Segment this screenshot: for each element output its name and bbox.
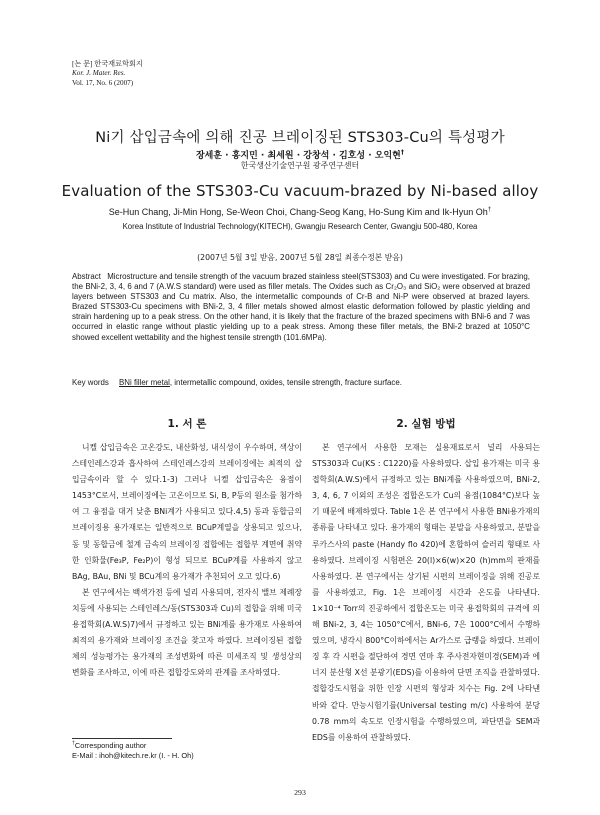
journal-name-ko: [논 문] 한국재료학회지 <box>72 60 143 68</box>
journal-header <box>72 60 143 88</box>
footnote-rule <box>72 738 172 739</box>
journal-name-en: Kor. J. Mater. Res. <box>72 69 126 78</box>
abstract-label: Abstract <box>72 272 101 281</box>
abstract-text: Microstructure and tensile strength of the vacuum brazed stainless steel(STS303) and Cu were investigated. For brazing, the BNi-2, 3, 4, 6 and 7 (A.W.S standard) were used as filler metals. The Oxides such as Cr₂O₃ and SiO₂ were observed at brazed layers between STS303 and Cu matrix. Also, the intermetallic compounds of Cr-B and Ni-P were observed at brazed layers. Brazed STS303-Cu specimens with BNi-2, 3, 4 filler metals showed almost elastic deformation followed by plastic yielding and strain hardening up to a peak stress. On the other hand, it is likely that the fracture of the brazed specimens with BNi-6 and 7 was occurred in elastic range without plastic yielding up to a peak stress. Among these filler metals, the BNi-2 brazed at 1050°C showed excellent wettability and the highest tensile strength (101.6MPa). <box>72 272 530 342</box>
section-heading-method: 2. 실험 방법 <box>396 418 456 430</box>
abstract <box>72 272 530 343</box>
column-left <box>72 440 302 681</box>
affiliation-korean: 한국생산기술연구원 광주연구센터 <box>240 161 360 170</box>
authors-korean-names: 장세훈 · 홍지민 · 최세원 · 강창석 · 김호성 · 오익현 <box>195 151 401 161</box>
received-dates: (2007년 5월 3일 받음, 2007년 5월 28일 최종수정본 받음) <box>197 253 403 262</box>
affiliation-english: Korea Institute of Industrial Technology(KITECH), Gwangju Research Center, Gwangju 500-480, Korea <box>122 222 478 231</box>
keywords-label: Key words <box>72 378 109 387</box>
keywords <box>72 378 530 387</box>
footnote-mark: † <box>72 740 75 747</box>
title-english: Evaluation of the STS303-Cu vacuum-brazed by Ni-based alloy <box>61 182 539 200</box>
footnote-corresponding: Corresponding author <box>74 741 147 750</box>
keywords-rest: , intermetallic compound, oxides, tensile strength, fracture surface. <box>169 378 402 387</box>
footnote <box>72 741 194 761</box>
journal-volume: Vol. 17, No. 6 (2007) <box>72 78 134 87</box>
keyword-first: BNi filler metal <box>119 378 170 387</box>
method-paragraph-1: 본 연구에서 사용한 모재는 실용재료로서 널리 사용되는 STS303과 Cu(KS : C1220)를 사용하였다. 삽입 용가재는 미국 용접학회(A.W.S)에서 규정하고 있는 BNi계를 사용하였으며, BNi-2, 3, 4, 6, 7 이외의 조성은 접합온도가 Cu의 융점(1084°C)보다 높기 때문에 배제하였다. Table 1은 본 연구에서 사용한 BNi용가재의 종류를 나타내고 있다. 용가재의 형태는 분말을 사용하였고, 분말을 루카스사의 paste (Handy flo 420)에 혼합하여 슬러리 형태로 사용하였다. 브레이징 시험편은 20(l)×6(w)×20 (h)mm의 판재를 사용하였다. 본 연구에서는 상기된 시편의 브레이징을 위해 진공로를 사용하였고, Fig. 1은 브레이징 시간과 온도를 나타낸다. 1×10⁻⁴ Torr의 진공하에서 접합온도는 미국 용접학회의 규격에 의해 BNi-2, 3, 4는 1050°C에서, BNi-6, 7은 1000°C에서 수행하였으며, 냉각시 800°C이하에서는 Ar가스로 급랭을 하였다. 브레이징 후 각 시편을 절단하여 경면 연마 후 주사전자현미경(SEM)과 에너지 분산형 X선 분광기(EDS)를 이용하여 단면 조직을 관찰하였다. 접합강도시험을 위한 인장 시편의 형상과 치수는 Fig. 2에 나타낸 바와 같다. 만능시험기를(Universal testing m/c) 사용하여 분당 0.78 mm의 속도로 인장시험을 수행하였으며, 파단면을 SEM과 EDS를 이용하여 관찰하였다. <box>312 443 540 742</box>
authors-english-names: Se-Hun Chang, Ji-Min Hong, Se-Weon Choi, Chang-Seog Kang, Ho-Sung Kim and Ik-Hyun Oh <box>108 207 488 217</box>
authors-english <box>0 207 600 217</box>
column-right <box>312 440 540 746</box>
intro-paragraph-2: 본 연구에서는 백색가전 등에 널리 사용되며, 전자식 밸브 제례장치등에 사용되는 스테인레스/동(STS303과 Cu)의 접합을 위해 미국 용접학회(A.W.S)7)에서 규정하고 있는 BNi계를 용가재로 사용하여 최적의 용가재와 브레이징 조건을 찾고자 하였다. 브레이징된 접합체의 성능평가는 용가재의 조성변화에 따른 미세조직 및 생성상의 변화를 조사하고, 이에 따른 접합강도와의 관계를 조사하였다. <box>72 587 302 678</box>
intro-paragraph-1: 니켈 삽입금속은 고온강도, 내산화성, 내식성이 우수하며, 색상이 스테인레스강과 흡사하여 스테인레스강의 브레이징에는 최적의 삽입금속이라 할 수 있다.1-3) 그러나 니켈 삽입금속은 융점이 1453°C로서, 브레이징에는 고온이므로 Si, B, P등의 원소를 첨가하여 그 융점을 대거 낮춘 BNi계가 사용되고 있다.4,5) 동과 동합금의 브레이징용 용가재로는 일반적으로 BCuP계열을 상용되고 있으나, 동 및 동합금에 철계 금속의 브레이징 접합에는 접합부 계면에 취약한 인화물(Fe₃P, Fe₂P)이 형성 되므로 BCuP계를 사용하지 않고 BAg, BAu, BNi 및 BCu계의 용가재가 추천되어 오고 있다.6) <box>72 443 302 581</box>
page-number: 293 <box>294 788 306 797</box>
title-korean: Ni기 삽입금속에 의해 진공 브레이징된 STS303-Cu의 특성평가 <box>95 130 505 146</box>
section-heading-introduction: 1. 서 론 <box>167 418 207 430</box>
authors-korean-mark: † <box>400 149 405 156</box>
authors-english-mark: † <box>487 206 492 213</box>
footnote-email: E-Mail : ihoh@kitech.re.kr (I. - H. Oh) <box>72 751 194 760</box>
